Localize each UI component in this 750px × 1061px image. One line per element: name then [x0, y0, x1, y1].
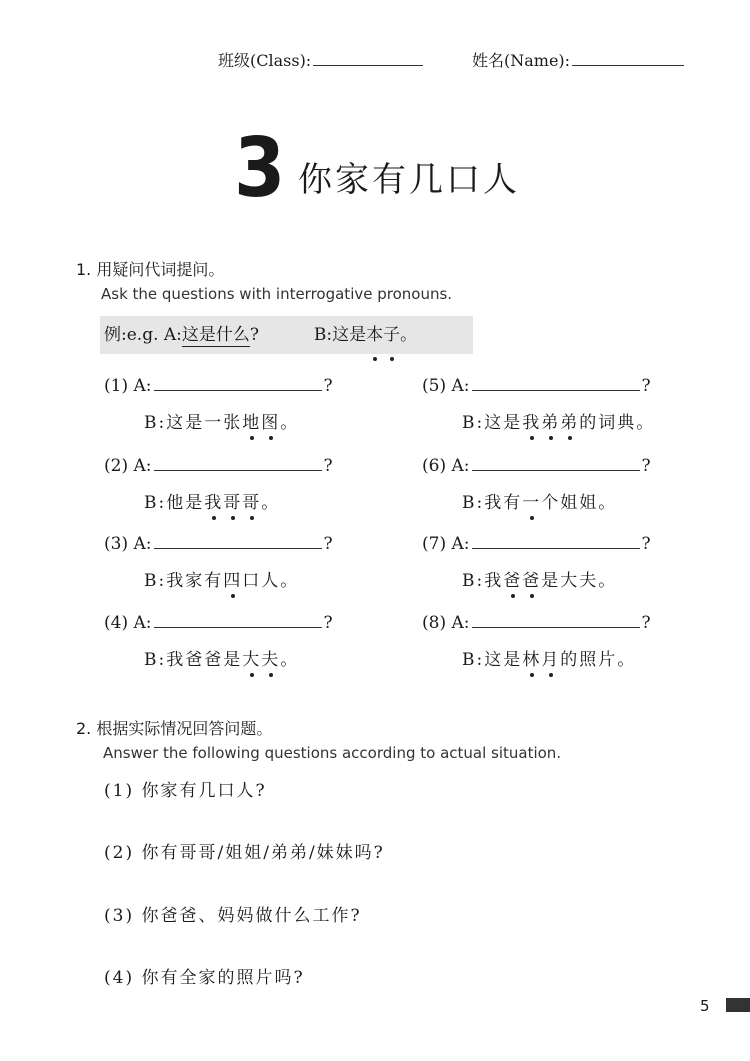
- a-label: A:: [451, 376, 470, 396]
- answer-blank[interactable]: [472, 456, 640, 471]
- lesson-title: 你家有几口人: [298, 160, 520, 200]
- exercise-item-7-answer: [462, 566, 617, 591]
- answer-pre: 这是: [484, 413, 523, 433]
- section2-subtitle: Answer the following questions according to actual situation.: [103, 744, 562, 762]
- example-box: [100, 316, 473, 354]
- a-label: A:: [133, 613, 152, 633]
- b-label: B:: [144, 413, 167, 433]
- exercise-item-7-question[interactable]: [422, 534, 651, 554]
- emphasis-char: 本: [366, 316, 383, 354]
- emphasis-char: 一: [522, 488, 541, 513]
- item-number: (5): [422, 376, 447, 396]
- exercise-item-3-answer: [144, 566, 299, 591]
- item-number: (3): [104, 534, 129, 554]
- exercise-item-5-answer: [462, 408, 655, 433]
- example-b-pre: 这是: [332, 325, 367, 345]
- a-label: A:: [451, 456, 470, 476]
- b-label: B:: [462, 413, 485, 433]
- question-mark: ?: [641, 613, 651, 633]
- answer-blank[interactable]: [154, 376, 322, 391]
- emphasis-char: 图: [261, 408, 280, 433]
- item-number: (2): [104, 456, 129, 476]
- b-label: B:: [144, 571, 167, 591]
- example-a-label: A:: [163, 325, 182, 345]
- example-a-text: 这是什么: [181, 325, 250, 345]
- answer-blank[interactable]: [154, 456, 322, 471]
- name-field[interactable]: [472, 48, 684, 71]
- answer-emphasis: [204, 493, 261, 513]
- a-label: A:: [451, 534, 470, 554]
- emphasis-char: 我: [522, 408, 541, 433]
- emphasis-char: 哥: [223, 488, 242, 513]
- answer-blank[interactable]: [472, 613, 640, 628]
- exercise-item-4-question[interactable]: [104, 613, 333, 633]
- page-tab-bar: [726, 998, 750, 1012]
- emphasis-char: 地: [242, 408, 261, 433]
- exercise-item-1-question[interactable]: [104, 376, 333, 396]
- exercise-item-8-answer: [462, 645, 636, 670]
- a-label: A:: [451, 613, 470, 633]
- exercise-item-6-answer: [462, 488, 617, 513]
- item-number: (4): [104, 613, 129, 633]
- item-number: (7): [422, 534, 447, 554]
- question-mark: ?: [641, 456, 651, 476]
- answer-emphasis: [242, 413, 280, 433]
- emphasis-char: 林: [522, 645, 541, 670]
- example-prefix: 例:e.g.: [104, 325, 159, 345]
- emphasis-char: 哥: [242, 488, 261, 513]
- emphasis-char: 弟: [541, 408, 560, 433]
- emphasis-char: 爸: [503, 566, 522, 591]
- emphasis-char: 子: [383, 316, 400, 354]
- question-mark: ?: [323, 613, 333, 633]
- section1-subtitle: Ask the questions with interrogative pronouns.: [101, 285, 453, 303]
- item-number: (1): [104, 376, 129, 396]
- answer-post: 个姐姐。: [541, 493, 618, 513]
- question-mark: ?: [641, 534, 651, 554]
- question-mark: ?: [323, 534, 333, 554]
- class-label: 班级(Class):: [218, 51, 312, 70]
- emphasis-char: 爸: [522, 566, 541, 591]
- answer-post: 口人。: [242, 571, 300, 591]
- answer-pre: 我家有: [166, 571, 224, 591]
- question-2: (2) 你有哥哥/姐姐/弟弟/妹妹吗?: [104, 843, 385, 863]
- answer-emphasis: [522, 413, 579, 433]
- item-number: (8): [422, 613, 447, 633]
- item-number: (6): [422, 456, 447, 476]
- a-label: A:: [133, 534, 152, 554]
- question-mark: ?: [323, 456, 333, 476]
- exercise-item-3-question[interactable]: [104, 534, 333, 554]
- class-field[interactable]: [218, 48, 423, 71]
- section1-title: 1. 用疑问代词提问。: [76, 260, 225, 279]
- exercise-item-2-question[interactable]: [104, 456, 333, 476]
- answer-post: 的词典。: [579, 413, 656, 433]
- emphasis-char: 我: [204, 488, 223, 513]
- answer-pre: 这是一张: [166, 413, 243, 433]
- answer-pre: 我爸爸是: [166, 650, 243, 670]
- emphasis-char: 四: [223, 566, 242, 591]
- question-4: (4) 你有全家的照片吗?: [104, 968, 305, 988]
- emphasis-char: 夫: [261, 645, 280, 670]
- answer-pre: 我有: [484, 493, 523, 513]
- answer-blank[interactable]: [472, 534, 640, 549]
- example-b-label: B:: [313, 325, 333, 345]
- class-blank[interactable]: [313, 51, 423, 66]
- answer-pre: 他是: [166, 493, 205, 513]
- question-mark: ?: [323, 376, 333, 396]
- answer-post: 。: [280, 650, 300, 670]
- question-mark: ?: [641, 376, 651, 396]
- section2-title: 2. 根据实际情况回答问题。: [76, 719, 273, 738]
- exercise-item-6-question[interactable]: [422, 456, 651, 476]
- answer-emphasis: [242, 650, 280, 670]
- example-b-end: 。: [400, 325, 418, 345]
- answer-post: 的照片。: [560, 650, 637, 670]
- b-label: B:: [144, 493, 167, 513]
- b-label: B:: [462, 571, 485, 591]
- emphasis-char: 月: [541, 645, 560, 670]
- exercise-item-5-question[interactable]: [422, 376, 651, 396]
- answer-emphasis: [522, 650, 560, 670]
- a-label: A:: [133, 376, 152, 396]
- name-label: 姓名(Name):: [472, 51, 571, 70]
- answer-emphasis: [503, 571, 541, 591]
- b-label: B:: [462, 650, 485, 670]
- answer-emphasis: [223, 571, 242, 591]
- lesson-number: 3: [234, 121, 282, 216]
- exercise-item-4-answer: [144, 645, 299, 670]
- answer-post: 。: [280, 413, 300, 433]
- answer-blank[interactable]: [154, 613, 322, 628]
- exercise-item-2-answer: [144, 488, 280, 513]
- question-1: (1) 你家有几口人?: [104, 781, 267, 801]
- b-label: B:: [462, 493, 485, 513]
- answer-post: 是大夫。: [541, 571, 618, 591]
- answer-post: 。: [261, 493, 281, 513]
- answer-pre: 这是: [484, 650, 523, 670]
- answer-blank[interactable]: [472, 376, 640, 391]
- emphasis-char: 弟: [560, 408, 579, 433]
- exercise-item-8-question[interactable]: [422, 613, 651, 633]
- answer-pre: 我: [484, 571, 504, 591]
- question-3: (3) 你爸爸、妈妈做什么工作?: [104, 906, 362, 926]
- example-a-end: ?: [249, 325, 260, 345]
- name-blank[interactable]: [572, 51, 684, 66]
- answer-emphasis: [522, 493, 541, 513]
- emphasis-char: 大: [242, 645, 261, 670]
- a-label: A:: [133, 456, 152, 476]
- answer-blank[interactable]: [154, 534, 322, 549]
- example-b-dotted: [366, 325, 400, 345]
- exercise-item-1-answer: [144, 408, 299, 433]
- page-number: 5: [700, 997, 710, 1015]
- b-label: B:: [144, 650, 167, 670]
